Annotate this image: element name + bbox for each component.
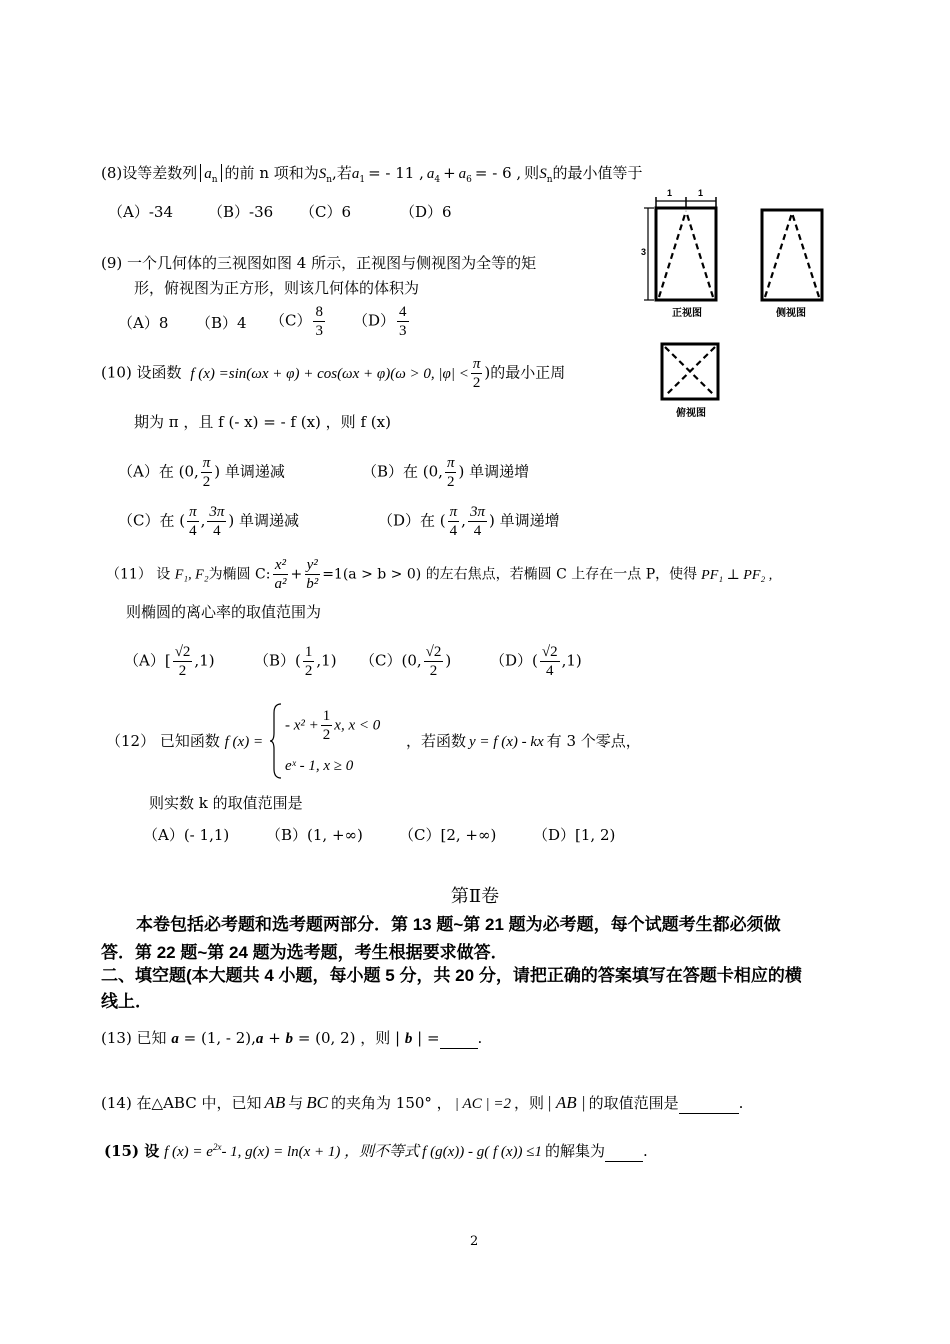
q10-option-a: （A）在 (0, $\frac{\pi}{2}$ ) 单调递减 [118,455,285,490]
q11-stem-line2: 则椭圆的离心率的取值范围为 [126,603,322,621]
q12-prefix: （12） 已知函数 f (x) = [106,732,264,750]
front-view [644,197,716,300]
fraction: $\frac{\text{y²}}{\text{b²}}$ [306,557,319,592]
q15-stem: (15) 设 f $(x) = e^{2x}-$ 1, g(x) = ln(x + 1) ，则不等式 f (g(x)) - g( f (x)) ≤1 的解集为 . [104,1142,648,1160]
fraction: $\frac{8}{3}$ [315,304,323,339]
q9-option-c: （C） $\frac{8}{3}$ [270,304,323,339]
q9-option-d: （D） $\frac{4}{3}$ [353,304,407,339]
q10-stem-line2: 期为 π ，且 f (- x) = - f (x) ，则 f (x) [134,413,391,431]
piecewise-brace [270,703,282,779]
q9-stem-line2: 形，俯视图为正方形，则该几何体的体积为 [134,279,420,297]
q12-option-d: （D）[1, 2) [533,826,616,844]
dim-label-left: 1 [667,188,673,198]
dim-label-right: 1 [698,188,704,198]
fill-heading-line2: 线上． [101,992,152,1011]
fraction: $\frac{\pi}{4}$ [449,504,458,539]
q11-option-a: （A）[ $\frac{√2}{2}$ ,1) [124,644,215,679]
q12-option-b: （B）(1, +∞) [266,826,363,844]
q9-stem-line1: (9) 一个几何体的三视图如图 4 所示，正视图与侧视图为全等的矩 [101,254,537,272]
q10-stem: (10) 设函数 f (x) =sin(ωx + φ) + cos(ωx + φ)(ω > 0, |φ| < $\frac{\pi}{2}$ )的最小正周 [101,356,566,391]
q10-option-b: （B）在 (0, $\frac{\pi}{2}$ ) 单调递增 [362,455,530,490]
top-view [662,344,718,399]
top-view-label: 俯视图 [676,408,706,419]
q8-option-c: （C）6 [300,203,352,221]
q13-stem: (13) 已知 a = (1, - 2),a + b = (0, 2) ，则 | b | = . [101,1029,483,1047]
q8-option-b: （B）-36 [208,203,274,221]
q10-option-c: （C）在 ( $\frac{\pi}{4}$ , $\frac{3\pi}{4}$ ) 单调递减 [118,504,300,539]
q11-option-d: （D）( $\frac{√2}{4}$ ,1) [490,644,582,679]
q12-case1: - x² + $\frac{1}{2}$ x, x < 0 [285,708,381,743]
fraction: $\frac{4}{3}$ [399,304,407,339]
answer-blank[interactable] [440,1028,478,1049]
fraction: $\frac{\pi}{2}$ [202,455,211,490]
q12-condition: ，若函数 y = f (x) - kx 有 3 个零点， [406,732,641,750]
side-view [762,210,822,300]
fraction: $\frac{√2}{2}$ [425,644,442,679]
q9-option-b: （B）4 [196,314,247,332]
q10-option-d: （D）在 ( $\frac{\pi}{4}$ , $\frac{3\pi}{4}$ ) 单调递增 [378,504,560,539]
q11-option-c: （C）(0, $\frac{√2}{2}$ ) [360,644,452,679]
q11-stem: （11） 设 F₁, F₂为椭圆 C: $\frac{\text{x²}}{\text{a²}}$ + $\frac{\text{y²}}{\text{b²}}$ =1(a > b > 0) 的左右焦点，若椭圆 C 上存在一点 P，使得 PF₁ ⊥ PF₂ , [106,557,773,592]
front-view-label: 正视图 [672,308,702,319]
three-view-figure [636,190,836,420]
page-number: 2 [470,1234,479,1249]
q8-stem: (8)设等差数列 $a_n$ 的前 n 项和为$S_n$,若$a_1$ = - 11 , $a_4 + a_6$ = - 6 , 则$S_n$的最小值等于 [101,164,643,185]
section-intro-line2: 答．第 22 题~第 24 题为选考题，考生根据要求做答． [101,943,508,962]
q14-stem: (14) 在△ABC 中，已知 AB 与 BC 的夹角为 150° ， | AC | =2 ，则 | AB | 的取值范围是 . [101,1093,744,1112]
section-intro-line1: 本卷包括必考题和选考题两部分．第 13 题~第 21 题为必考题，每个试题考生都必须做 [136,915,781,934]
fraction: $\frac{\text{x²}}{\text{a²}}$ [274,557,287,592]
q12-option-a: （A）(- 1,1) [143,826,230,844]
q11-option-b: （B）( $\frac{1}{2}$ ,1) [254,644,337,679]
answer-blank[interactable] [605,1141,643,1162]
fraction: $\frac{1}{2}$ [304,644,313,679]
q12-stem-line2: 则实数 k 的取值范围是 [149,794,303,812]
answer-blank[interactable] [679,1093,739,1114]
three-view-drawing [636,190,836,420]
q8-option-a: （A）-34 [108,203,173,221]
q9-option-a: （A）8 [118,314,169,332]
fraction: $\frac{√2}{4}$ [541,644,558,679]
fraction: $\frac{\pi}{2}$ [472,356,481,391]
fill-heading-line1: 二、填空题(本大题共 4 小题，每小题 5 分，共 20 分，请把正确的答案填写在答题卡相应的横 [101,966,802,985]
section-title: 第Ⅱ卷 [450,886,500,907]
fraction: $\frac{√2}{2}$ [174,644,191,679]
side-view-label: 侧视图 [776,308,806,319]
q12-case2: eˣ - 1, x ≥ 0 [285,758,354,774]
fraction: $\frac{3\pi}{4}$ [469,504,485,539]
fraction: $\frac{1}{2}$ [322,708,331,743]
fraction: $\frac{\pi}{2}$ [446,455,455,490]
q8-option-d: （D）6 [400,203,452,221]
dim-label-height: 3 [641,247,647,257]
fraction: $\frac{\pi}{4}$ [189,504,197,539]
fraction: $\frac{3\pi}{4}$ [209,504,225,539]
q12-option-c: （C）[2, +∞) [399,826,497,844]
